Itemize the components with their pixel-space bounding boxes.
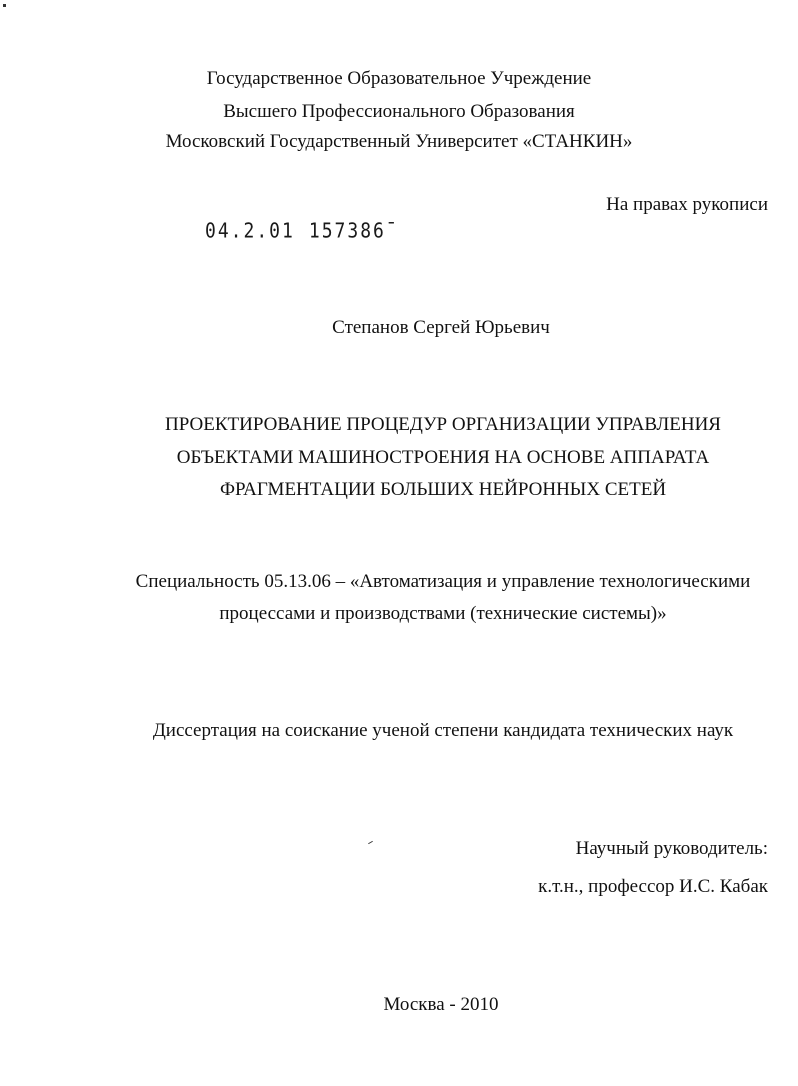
- manuscript-note: На правах рукописи: [606, 194, 768, 215]
- stamp-code: 04.2.01: [205, 219, 295, 244]
- supervisor-name: к.т.н., профессор И.С. Кабак: [538, 876, 768, 897]
- institution-line-2: Высшего Профессионального Образования: [223, 101, 575, 122]
- title-line-1: ПРОЕКТИРОВАНИЕ ПРОЦЕДУР ОРГАНИЗАЦИИ УПРАВЛЕНИЯ: [164, 414, 721, 435]
- institution-line-1: Государственное Образовательное Учреждение: [206, 68, 592, 89]
- scan-speck: [368, 841, 373, 844]
- supervisor-label: Научный руководитель:: [575, 838, 768, 859]
- stamp-mark: ˉ: [385, 219, 399, 244]
- dissertation-statement: Диссертация на соискание ученой степени кандидата технических наук: [152, 720, 734, 741]
- specialty-line-2: процессами и производствами (технические системы)»: [219, 603, 667, 624]
- institution-line-3: Московский Государственный Университет «СТАНКИН»: [165, 131, 633, 152]
- title-line-3: ФРАГМЕНТАЦИИ БОЛЬШИХ НЕЙРОННЫХ СЕТЕЙ: [219, 479, 667, 500]
- stamp-number: 157386: [308, 219, 386, 244]
- city-year: Москва - 2010: [383, 994, 499, 1015]
- specialty-line-1: Специальность 05.13.06 – «Автоматизация и управление технологическими: [135, 571, 751, 592]
- scan-speck: [3, 4, 6, 7]
- title-line-2: ОБЪЕКТАМИ МАШИНОСТРОЕНИЯ НА ОСНОВЕ АППАРАТА: [176, 447, 710, 468]
- author-name: Степанов Сергей Юрьевич: [332, 317, 550, 338]
- archive-stamp: [205, 219, 399, 244]
